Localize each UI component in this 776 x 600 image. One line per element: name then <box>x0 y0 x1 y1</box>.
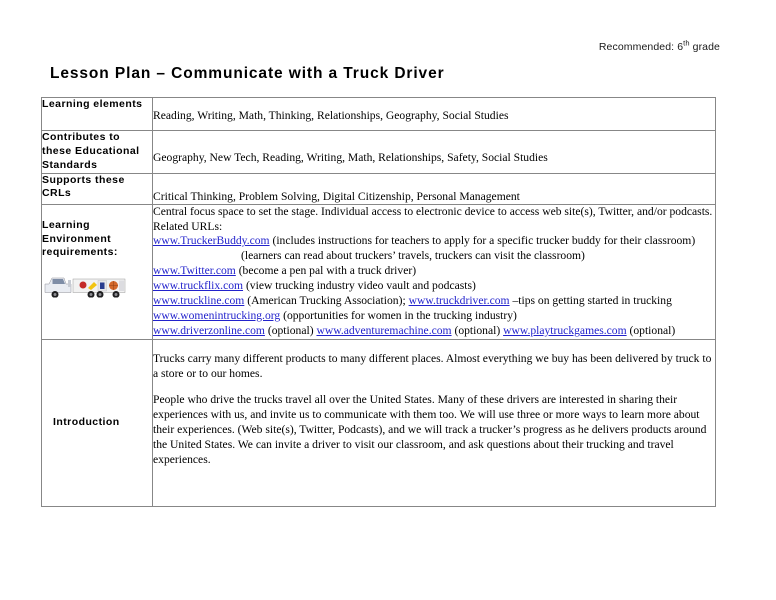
link-truckline[interactable]: www.truckline.com <box>153 293 245 307</box>
row-label-contributes: Contributes to these Educational Standards <box>42 131 153 174</box>
url-line-twitter <box>153 264 715 279</box>
introduction-body <box>153 351 715 467</box>
recommended-prefix: Recommended: 6 <box>598 41 684 53</box>
row-label-crls: Supports these CRLs <box>42 173 153 204</box>
url-line-truckline <box>153 294 715 309</box>
url-line-optional-group <box>153 324 715 339</box>
url-note-buddy-secondary: (learners can read about truckers’ travels, truckers can visit the classroom) <box>241 249 585 263</box>
row-label-learning-environment <box>42 204 153 339</box>
lesson-plan-table <box>41 97 716 507</box>
url-note-truckdriver: –tips on getting started in trucking <box>509 293 672 307</box>
link-truckerbuddy[interactable]: www.TruckerBuddy.com <box>153 234 270 248</box>
link-truckflix[interactable]: www.truckflix.com <box>153 279 244 293</box>
row-content-crls: Critical Thinking, Problem Solving, Digital Citizenship, Personal Management <box>153 173 716 204</box>
row-content-contributes: Geography, New Tech, Reading, Writing, Math, Relationships, Safety, Social Studies <box>153 131 716 174</box>
semi-truck-photo <box>42 274 130 301</box>
url-note-truckflix: (view trucking industry video vault and podcasts) <box>243 279 476 293</box>
environment-url-list <box>153 205 715 339</box>
recommended-suffix: grade <box>689 41 720 53</box>
introduction-paragraph-1: Trucks carry many different products to many different places. Almost everything we buy has been delivered by truck to a store or to our homes. <box>153 351 712 380</box>
url-line-truckflix <box>153 279 715 294</box>
table-row-introduction <box>42 339 716 506</box>
link-playtruckgames[interactable]: www.playtruckgames.com <box>503 323 627 337</box>
link-driverzonline[interactable]: www.driverzonline.com <box>153 323 265 337</box>
row-content-introduction <box>153 339 716 506</box>
link-womenintrucking[interactable]: www.womenintrucking.org <box>153 308 281 322</box>
link-truckdriver[interactable]: www.truckdriver.com <box>408 293 510 307</box>
table-row-crls <box>42 173 716 204</box>
url-line-truckerbuddy <box>153 234 715 249</box>
page-title: Lesson Plan – Communicate with a Truck Driver <box>50 65 445 83</box>
row-label-introduction <box>42 339 153 506</box>
url-note-womenintrucking: (opportunities for women in the trucking industry) <box>280 308 517 322</box>
row-label-learning-elements: Learning elements <box>42 98 153 131</box>
url-line-womenintrucking <box>153 309 715 324</box>
row-content-learning-elements: Reading, Writing, Math, Thinking, Relationships, Geography, Social Studies <box>153 98 716 131</box>
table-row-learning-environment <box>42 204 716 339</box>
link-twitter[interactable]: www.Twitter.com <box>153 264 236 278</box>
environment-intro-text: Central focus space to set the stage. Individual access to electronic device to access web site(s), Twitter, and/or podcasts. Related URLs: <box>153 204 713 233</box>
row-label-learning-environment-text: Learning Environment requirements: <box>42 218 118 259</box>
table-row-contributes <box>42 131 716 174</box>
url-note-truckline: (American Trucking Association); <box>244 293 409 307</box>
link-adventuremachine[interactable]: www.adventuremachine.com <box>316 323 452 337</box>
row-label-introduction-text: Introduction <box>53 415 120 428</box>
url-note-twitter: (become a pen pal with a truck driver) <box>235 264 417 278</box>
url-note-playtruckgames: (optional) <box>626 323 676 337</box>
url-note-truckerbuddy: (includes instructions for teachers to apply for a specific trucker buddy for their classroom) <box>269 234 696 248</box>
url-note-adventuremachine: (optional) <box>451 323 504 337</box>
table-row-learning-elements <box>42 98 716 131</box>
introduction-paragraph-2: People who drive the trucks travel all over the United States. Many of these drivers are interested in sharing their experiences with us, and invite us to communicate with them too. We will use three or more ways to learn more about their experiences. (Web site(s), Twitter, Podcasts), and we will track a trucker’s progress as he delivers products around the United States. We can invite a driver to visit our classroom, and ask questions about their trucking and travel experiences. <box>153 392 707 467</box>
recommended-ordinal-suffix: th <box>683 38 690 48</box>
recommended-grade-note <box>598 38 720 53</box>
url-note-driverzonline: (optional) <box>264 323 317 337</box>
row-content-learning-environment <box>153 204 716 339</box>
